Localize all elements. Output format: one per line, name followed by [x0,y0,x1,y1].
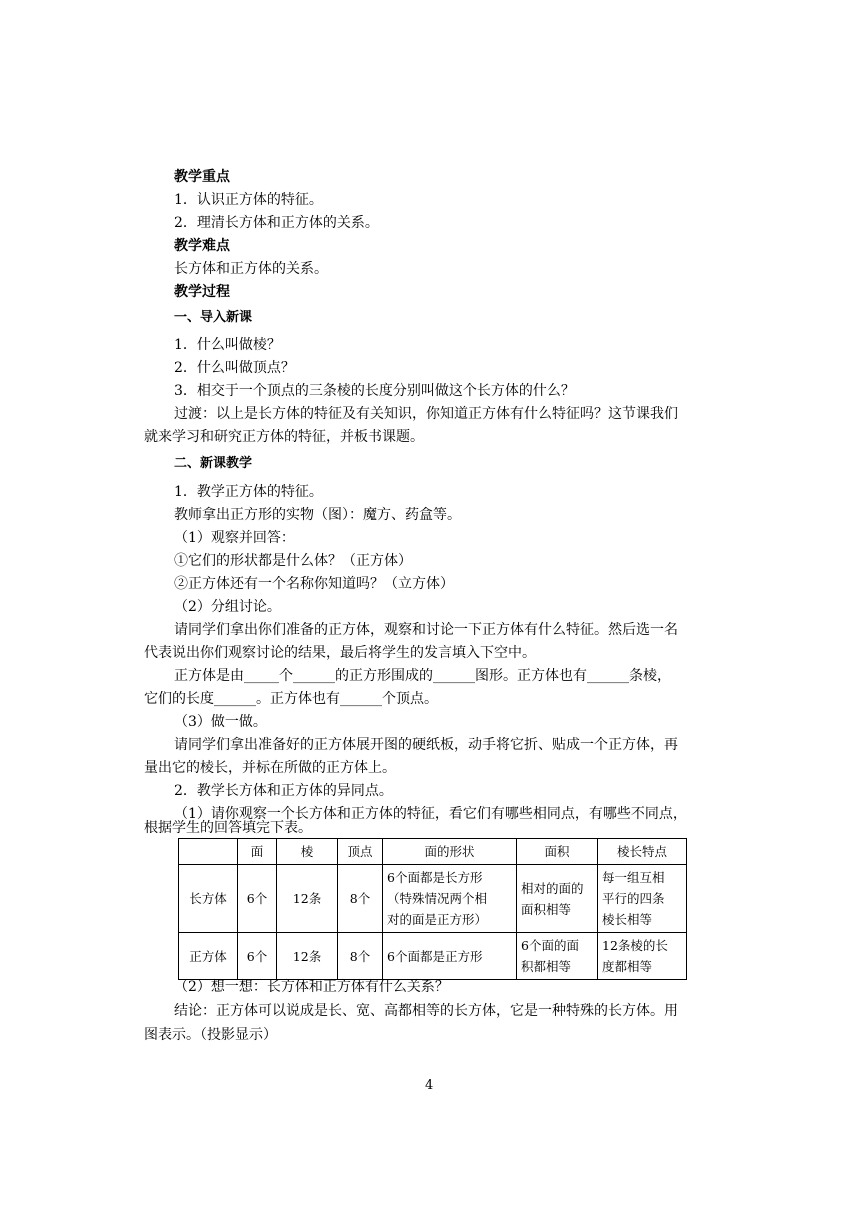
conclusion-line-1: 结论：正方体可以说成是长、宽、高都相等的长方体，它是一种特殊的长方体。用 [174,1003,678,1019]
edge-length-line: 每一组互相 [602,870,665,885]
table-header-cell: 面积 [517,839,598,865]
faces-cell: 6个 [238,933,277,980]
row-name-cell: 长方体 [179,865,238,933]
fill-blank-line-1: 正方体是由_____个______的正方形围成的______图形。正方体也有______条棱， [174,668,671,684]
edge-length-cell [598,933,687,980]
edge-length-line: 度都相等 [602,959,653,974]
page-number: 4 [425,1078,434,1093]
area-line: 面积相等 [521,901,572,917]
table-header-row [179,839,687,865]
area-cell [517,865,598,933]
faces-cell: 6个 [238,865,277,933]
teaching-difficulty-heading: 教学难点 [174,238,230,254]
question-2: ②正方体还有一个名称你知道吗？（立方体） [174,576,454,592]
face-shape-line: （特殊情况两个相 [387,891,488,906]
vertices-cell: 8个 [338,865,383,933]
do-line-1: 请同学们拿出准备好的正方体展开图的硬纸板，动手将它折、贴成一个正方体，再 [174,737,678,753]
discuss-line-2: 代表说出你们观察讨论的结果，最后将学生的发言填入下空中。 [144,645,536,661]
teaching-process-heading: 教学过程 [174,284,230,300]
table-header-cell: 顶点 [338,839,383,865]
area-line: 6个面的面 [521,938,579,953]
discuss-line-1: 请同学们拿出你们准备的正方体，观察和讨论一下正方体有什么特征。然后选一名 [174,622,678,638]
edges-cell: 12条 [277,865,338,933]
table-header-cell: 面的形状 [383,839,517,865]
table-header-cell: 棱 [277,839,338,865]
face-shape-cell [383,865,517,933]
table-header-cell [179,839,238,865]
edge-length-line: 棱长相等 [602,912,653,927]
teach-item-2: 2．教学长方体和正方体的异同点。 [174,783,393,799]
face-shape-line: 6个面都是长方形 [387,870,483,885]
area-line: 积都相等 [521,959,572,974]
intro-item-1: 1．什么叫做棱？ [174,337,281,353]
area-line: 相对的面的 [521,880,584,896]
new-lesson-heading: 二、新课教学 [174,456,253,471]
table-header-cell: 面 [238,839,277,865]
compare-line-1: （1）请你观察一个长方体和正方体的特征，看它们有哪些相同点，有哪些不同点， [174,806,687,822]
fill-blank-line-2: 它们的长度______。正方体也有______个顶点。 [144,691,438,707]
table-header-cell: 棱长特点 [598,839,687,865]
compare-line-2: 根据学生的回答填完下表。 [144,820,312,836]
step-1: （1）观察并回答： [174,530,295,546]
face-shape-cell: 6个面都是正方形 [383,933,517,980]
step-3: （3）做一做。 [174,714,267,730]
intro-item-2: 2．什么叫做顶点？ [174,360,295,376]
teaching-focus-heading: 教学重点 [174,169,230,185]
think-line: （2）想一想：长方体和正方体有什么关系？ [174,979,449,995]
question-1: ①它们的形状都是什么体？（正方体） [174,553,412,569]
conclusion-line-2: 图表示。（投影显示） [144,1027,277,1043]
table-row [179,933,687,980]
intro-item-3: 3．相交于一个顶点的三条棱的长度分别叫做这个长方体的什么？ [174,383,575,399]
edge-length-line: 平行的四条 [602,891,665,906]
edge-length-line: 12条棱的长 [602,938,668,953]
face-shape-line: 对的面是正方形） [387,912,488,927]
transition-line-1: 过渡：以上是长方体的特征及有关知识，你知道正方体有什么特征吗？这节课我们 [174,406,678,422]
edges-cell: 12条 [277,933,338,980]
focus-item-1: 1．认识正方体的特征。 [174,192,323,208]
teach-item-1: 1．教学正方体的特征。 [174,484,323,500]
table-row [179,865,687,933]
row-name-cell: 正方体 [179,933,238,980]
intro-heading: 一、导入新课 [174,310,253,325]
difficulty-text: 长方体和正方体的关系。 [174,261,328,277]
transition-line-2: 就来学习和研究正方体的特征，并板书课题。 [144,429,424,445]
focus-item-2: 2．理清长方体和正方体的关系。 [174,215,379,231]
area-cell [517,933,598,980]
edge-length-cell [598,865,687,933]
teacher-show-text: 教师拿出正方形的实物（图）：魔方、药盒等。 [174,507,461,523]
do-line-2: 量出它的棱长，并标在所做的正方体上。 [144,760,396,776]
step-2: （2）分组讨论。 [174,599,281,615]
vertices-cell: 8个 [338,933,383,980]
comparison-table [178,838,687,980]
